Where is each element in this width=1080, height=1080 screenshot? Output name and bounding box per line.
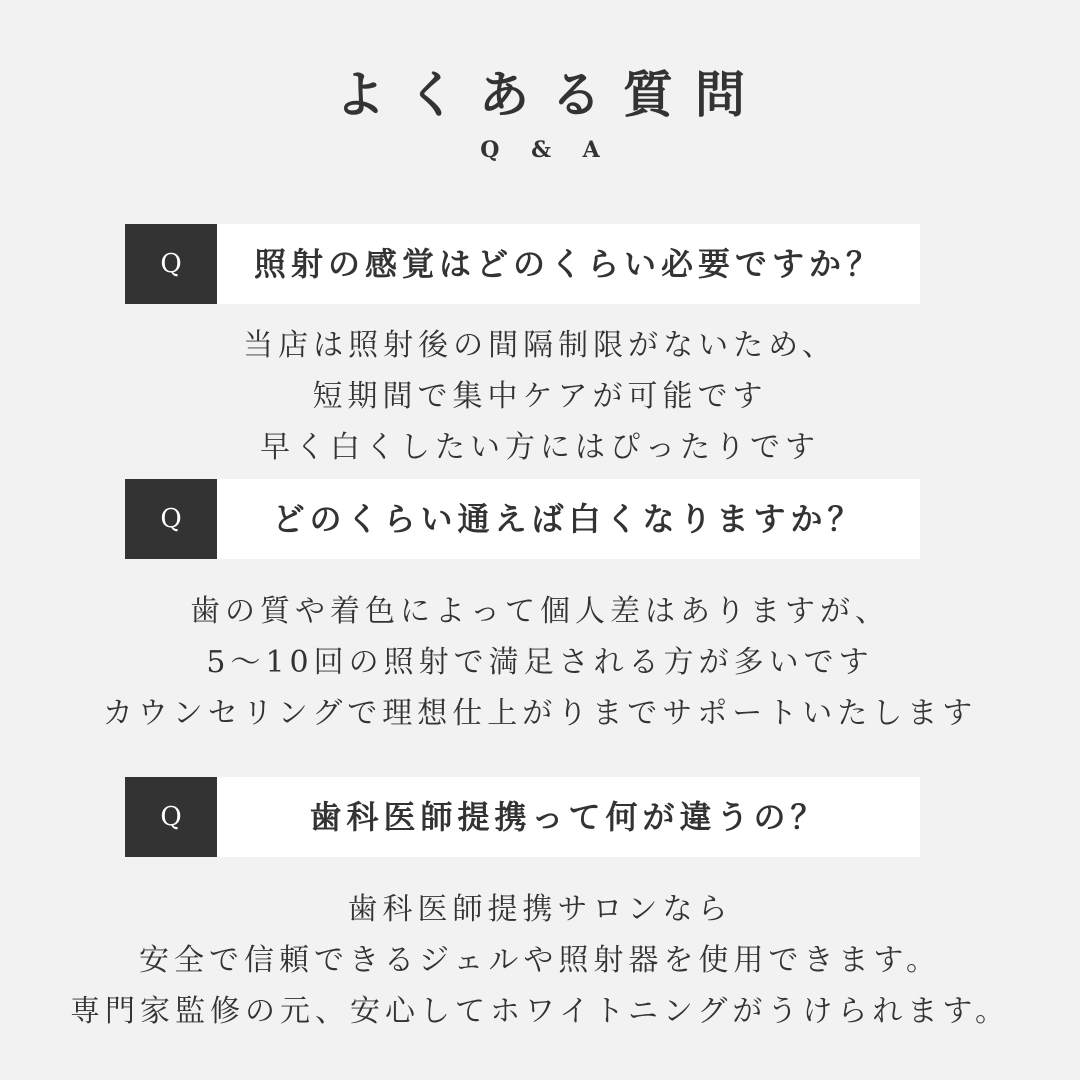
faq-answer-1 [0, 320, 1080, 473]
q-badge: Q [125, 777, 217, 857]
faq-question-3 [125, 777, 920, 857]
faq-answer-line: カウンセリングで理想仕上がりまでサポートいたします [102, 696, 978, 731]
faq-answer-line: 歯科医師提携サロンなら [347, 892, 733, 927]
faq-answer-line: 早く白くしたい方にはぴったりです [260, 430, 820, 465]
faq-answer-line: 短期間で集中ケアが可能です [312, 379, 768, 414]
faq-question-text: どのくらい通えば白くなりますか？ [272, 500, 865, 538]
faq-answer-line: 5〜10回の照射で満足される方が多いです [206, 645, 874, 680]
page-subtitle: Q & A [480, 137, 612, 163]
faq-answer-line: 専門家監修の元、安心してホワイトニングがうけられます。 [70, 994, 1010, 1029]
faq-question-text: 歯科医師提携って何が違うの？ [309, 798, 828, 836]
faq-answer-2 [0, 586, 1080, 739]
faq-answer-line: 当店は照射後の間隔制限がないため、 [243, 328, 837, 363]
faq-question-text: 照射の感覚はどのくらい必要ですか？ [253, 245, 883, 283]
faq-answer-line: 安全で信頼できるジェルや照射器を使用できます。 [139, 943, 941, 978]
faq-question-1 [125, 224, 920, 304]
faq-answer-3 [0, 884, 1080, 1037]
page-title: よくある質問 [335, 65, 767, 124]
faq-answer-line: 歯の質や着色によって個人差はありますが、 [190, 594, 890, 629]
q-badge: Q [125, 224, 217, 304]
q-badge: Q [125, 479, 217, 559]
faq-question-2 [125, 479, 920, 559]
